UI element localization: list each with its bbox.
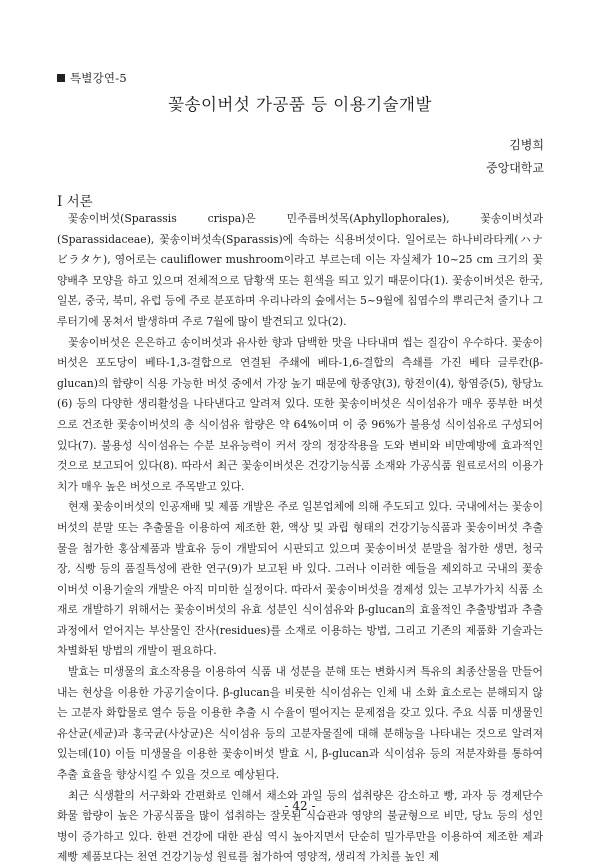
paragraph: 현재 꽃송이버섯의 인공재배 및 제품 개발은 주로 일본업체에 의해 주도되고 있다. 국내에서는 꽃송이버섯의 분말 또는 추출물을 이용하여 제조한 환, 액상 및 과립 형태의 건강기능식품과 꽃송이버섯 추출물을 첨가한 홍삼제품과 발효유 등이 개발되어 시판되고 있으며 꽃송이버섯 분말을 첨가한 생면, 청국장, 식빵 등의 품질특성에 관한 연구(9)가 보고된 바 있다. 그러나 이러한 예들을 제외하고 국내의 꽃송이버섯 이용기술의 개발은 아직 미미한 실정이다. 따라서 꽃송이버섯을 경제성 있는 고부가가치 식품 소재로 개발하기 위해서는 꽃송이버섯의 유효 성분인 식이섬유와 β-glucan의 효율적인 추출방법과 추출과정에서 얻어지는 부산물인 잔사(residues)를 소재로 이용하는 방법, 그리고 기존의 제품화 기술과는 차별화된 방법의 개발이 필요하다. [57,500,543,658]
page-number: - 42 - [284,799,316,813]
section-heading: Ⅰ 서론 [57,194,93,210]
paragraph: 발효는 미생물의 효소작용을 이용하여 식품 내 성분을 분해 또는 변화시켜 특유의 최종산물을 만들어내는 현상을 이용한 가공기술이다. β-glucan을 비롯한 식이섬유는 인체 내 소화 효소로는 분해되지 않는 고분자 화합물로 열수 등을 이용한 추출 시 수율이 떨어지는 문제점을 갖고 있다. 주요 식품 미생물인 유산균(세균)과 홍국균(사상균)은 식이섬유 등의 고분자물질에 대해 분해능을 나타내는 것으로 알려져 있는데(10) 이들 미생물을 이용한 꽃송이버섯 발효 시, β-glucan과 식이섬유 등의 저분자화를 통하여 추출 효율을 향상시킬 수 있을 것으로 예상된다. [57,665,543,782]
paper-title: 꽃송이버섯 가공품 등 이용기술개발 [168,95,432,114]
body-text [57,209,543,868]
author-affiliation: 중앙대학교 [486,161,544,175]
author-name: 김병희 [509,138,544,152]
paragraph: 꽃송이버섯은 은은하고 송이버섯과 유사한 향과 담백한 맛을 나타내며 씹는 질감이 우수하다. 꽃송이버섯은 포도당이 베타-1,3-결합으로 연결된 주쇄에 베타-1,6-결합의 측쇄를 가진 베타 글루칸(β-glucan)의 함량이 식용 가능한 버섯 중에서 가장 높기 때문에 항종양(3), 항전이(4), 항염증(5), 항당뇨(6) 등의 다양한 생리활성을 나타낸다고 알려져 있다. 또한 꽃송이버섯은 식이섬유가 매우 풍부한 버섯으로 건조한 꽃송이버섯의 총 식이섬유 함량은 약 64%이며 이 중 96%가 불용성 식이섬유로 구성되어 있다(7). 불용성 식이섬유는 수분 보유능력이 커서 장의 정장작용을 도와 변비와 비만예방에 효과적인 것으로 보고되어 있다(8). 따라서 최근 꽃송이버섯은 건강기능식품 소재와 가공식품 원료로서의 이용가치가 매우 높은 버섯으로 주목받고 있다. [57,335,543,493]
black-square-bullet-icon [57,74,65,82]
paragraph: 최근 식생활의 서구화와 간편화로 인해서 채소와 과일 등의 섭취량은 감소하고 빵, 과자 등 경제단수화물 함량이 높은 가공식품을 많이 섭취하는 잘못된 식습관과 영양의 불균형으로 비만, 당뇨 등의 성인병이 증가하고 있다. 한편 건강에 대한 관심 역시 높아지면서 단순히 밀가루만을 이용하여 제조한 제과제빵 제품보다는 천연 건강기능성 원료를 첨가하여 영양적, 생리적 가치를 높인 제 [57,788,543,864]
author-block [486,134,544,180]
lecture-label-text: 특별강연-5 [70,71,127,85]
lecture-label [57,70,127,86]
paragraph: 꽃송이버섯(Sparassis crispa)은 민주름버섯목(Aphyllophorales), 꽃송이버섯과(Sparassidaceae), 꽃송이버섯속(Sparassis)에 속하는 식용버섯이다. 일어로는 하나비라타케(ハナビラタケ), 영어로는 cauliflower mushroom이라고 부르는데 이는 자실체가 10~25 cm 크기의 꽃양배추 모양을 하고 있으며 전체적으로 담황색 또는 흰색을 띄고 있기 때문이다(1). 꽃송이버섯은 한국, 일본, 중국, 북미, 유럽 등에 주로 분포하며 우리나라의 숲에서는 5~9월에 침엽수의 뿌리근처 줄기나 그루터기에 몽쳐서 발생하며 주로 7월에 많이 발견되고 있다(2). [57,212,543,328]
